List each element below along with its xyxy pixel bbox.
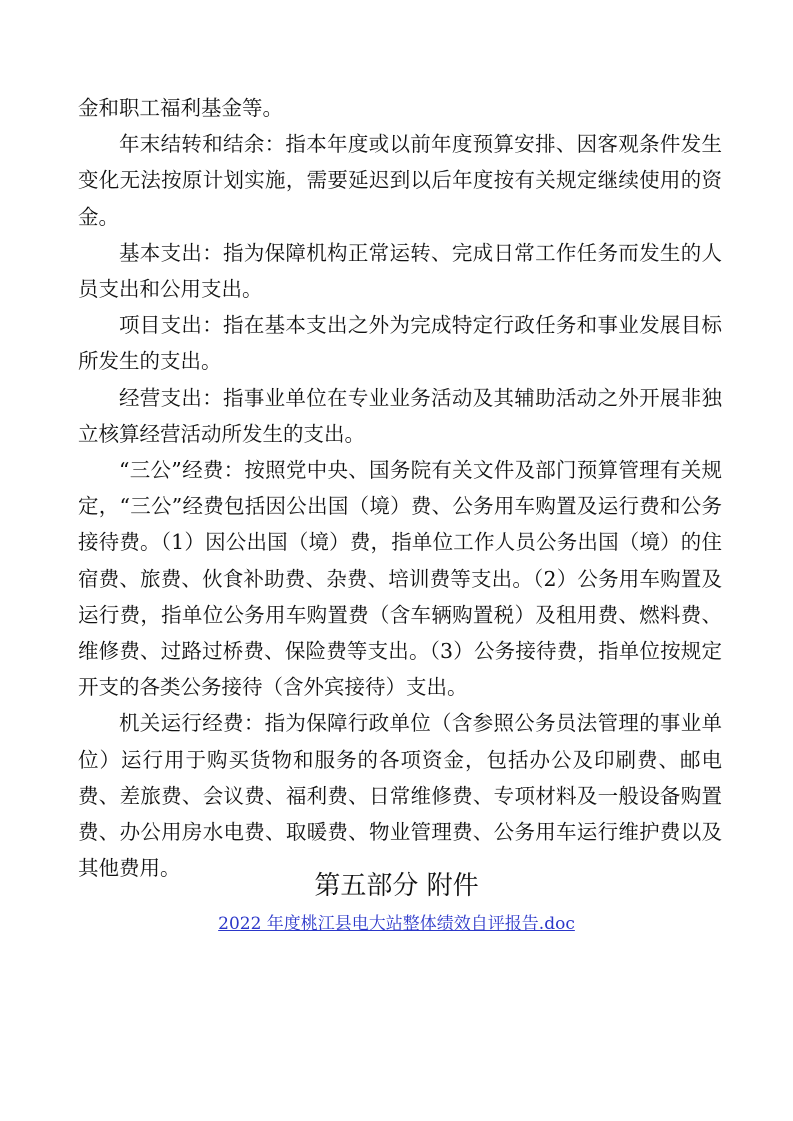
paragraph-three-public-expenses: “三公”经费：按照党中央、国务院有关文件及部门预算管理有关规定，“三公”经费包括因公出国（境）费、公务用车购置及运行费和公务接待费。（1）因公出国（境）费，指单位工作人员公务出国（境）的住宿费、旅费、伙食补助费、杂费、培训费等支出。（2）公务用车购置及运行费，指单位公务用车购置费（含车辆购置税）及租用费、燃料费、维修费、过路过桥费、保险费等支出。（3）公务接待费，指单位按规定开支的各类公务接待（含外宾接待）支出。 <box>78 458 722 700</box>
paragraph-project-expenditure: 项目支出：指在基本支出之外为完成特定行政任务和事业发展目标所发生的支出。 <box>78 313 722 374</box>
paragraph-operating-expenditure: 经营支出：指事业单位在专业业务活动及其辅助活动之外开展非独立核算经营活动所发生的支出。 <box>78 385 722 446</box>
paragraph-basic-expenditure: 基本支出：指为保障机构正常运转、完成日常工作任务而发生的人员支出和公用支出。 <box>78 240 722 302</box>
document-body <box>78 90 722 886</box>
paragraph-fund-continuation: 金和职工福利基金等。 <box>78 96 283 120</box>
section-title: 第五部分 附件 <box>314 871 479 901</box>
paragraph-agency-operating-expenses: 机关运行经费：指为保障行政单位（含参照公务员法管理的事业单位）运行用于购买货物和服务的各项资金，包括办公及印刷费、邮电费、差旅费、会议费、福利费、日常维修费、专项材料及一般设备购置费、办公用房水电费、取暖费、物业管理费、公务用车运行维护费以及其他费用。 <box>78 711 722 881</box>
paragraph-year-end-balance: 年末结转和结余：指本年度或以前年度预算安排、因客观条件发生变化无法按原计划实施，需要延迟到以后年度按有关规定继续使用的资金。 <box>78 132 722 229</box>
attachment-line <box>0 911 793 937</box>
attachment-link[interactable]: 2022 年度桃江县电大站整体绩效自评报告.doc <box>218 914 575 934</box>
